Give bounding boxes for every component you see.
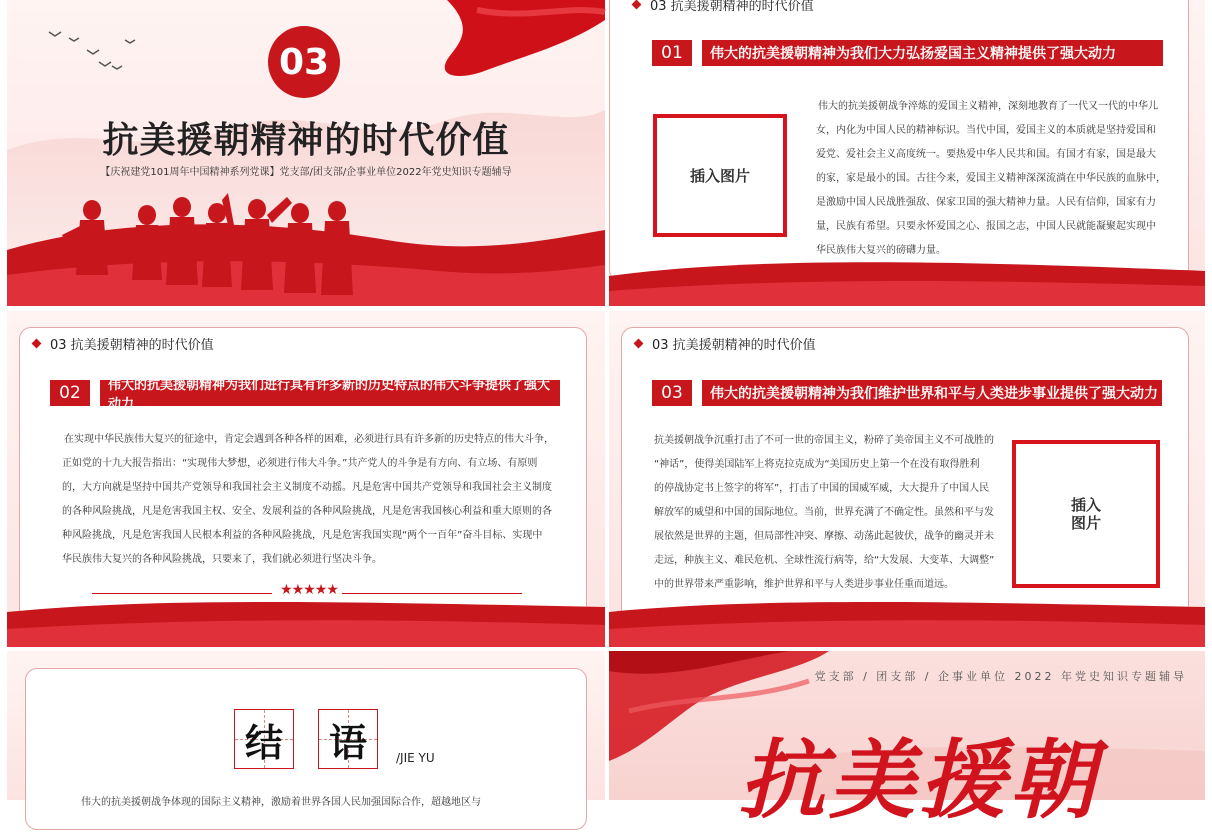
- star-divider: [92, 582, 522, 600]
- conclusion-char: 语: [328, 720, 367, 765]
- image-placeholder-line: 图片: [1070, 514, 1101, 532]
- section-header: [633, 0, 814, 14]
- body-line: 女，内化为中国人民的精神标识。当代中国，爱国主义的本质就是坚持爱国和: [816, 125, 1156, 136]
- body-line: 种风险挑战，凡是危害我国人民根本利益的各种风险挑战，凡是危害我国实现“两个一百年”奋斗目标、实现中: [62, 530, 543, 541]
- slide-2-point-01[interactable]: [609, 0, 1205, 306]
- stars-icon: ★★★★★: [280, 582, 338, 598]
- conclusion-char: 结: [244, 720, 283, 765]
- point-heading: 伟大的抗美援朝精神为我们维护世界和平与人类进步事业提供了强大动力: [702, 380, 1162, 406]
- body-line: 爱党、爱社会主义高度统一。要热爱中华人民共和国。有国才有家，国是最大: [816, 149, 1156, 160]
- point-number: 01: [652, 40, 692, 66]
- ending-top-text: 党支部 / 团支部 / 企事业单位 2022 年党史知识专题辅导: [814, 670, 1187, 683]
- body-line: “神话”，使得美国陆军上将克拉克成为“美国历史上第一个在没有取得胜利: [654, 459, 980, 470]
- ending-calligraphy-title: 抗美援朝: [739, 730, 1099, 831]
- body-line: 抗美援朝战争沉重打击了不可一世的帝国主义，粉碎了美帝国主义不可战胜的: [654, 435, 994, 446]
- body-line: 量，民族有希望。只要永怀爱国之心、报国之志，中国人民就能凝聚起实现中: [816, 221, 1156, 232]
- conclusion-body-text: 伟大的抗美援朝战争体现的国际主义精神，激励着世界各国人民加强国际合作，超越地区与: [81, 797, 481, 808]
- body-line: 正如党的十九大报告指出：“实现伟大梦想，必须进行伟大斗争。”共产党人的斗争是有方向、有立场、有原则: [62, 458, 538, 469]
- body-line: 展依然是世界的主题，但局部性冲突、摩擦、动荡此起彼伏，战争的幽灵并未: [654, 531, 994, 542]
- slide-6-ending[interactable]: [609, 651, 1205, 831]
- slide-4-point-03[interactable]: [609, 311, 1205, 647]
- section-header: [33, 334, 214, 353]
- section-header-label: 03 抗美援朝精神的时代价值: [652, 338, 816, 353]
- conclusion-pinyin: /JIE YU: [396, 751, 435, 765]
- body-line: 的家，家是最小的国。古往今来，爱国主义精神深深流淌在中华民族的血脉中，: [816, 173, 1166, 184]
- body-line: 华民族伟大复兴的各种风险挑战，只要来了，我们就必须进行坚决斗争。: [62, 554, 382, 565]
- diamond-icon: [32, 339, 42, 349]
- section-header: [635, 334, 816, 353]
- image-placeholder-line: 插入: [1070, 496, 1101, 514]
- body-line: 中的世界带来严重影响，维护世界和平与人类进步事业任重而道远。: [654, 579, 954, 590]
- section-number-badge: 03: [268, 26, 340, 98]
- diamond-icon: [634, 339, 644, 349]
- slide-5-conclusion[interactable]: [7, 651, 605, 808]
- body-line: 的停战协定书上签字的将军”，打击了中国的国威军威，大大提升了中国人民: [654, 483, 990, 494]
- section-header-label: 03 抗美援朝精神的时代价值: [50, 338, 214, 353]
- point-number: 02: [50, 380, 90, 406]
- point-body-text: [654, 429, 1009, 597]
- body-line: 是激励中国人民战胜强敌、保家卫国的强大精神力量。人民有信仰，国家有力: [816, 197, 1156, 208]
- point-number: 03: [652, 380, 692, 406]
- slide-3-point-02[interactable]: [7, 311, 605, 647]
- body-line: 的各种风险挑战，凡是危害我国主权、安全、发展利益的各种风险挑战，凡是危害我国核心利益和重大原则的各: [62, 506, 552, 517]
- diamond-icon: [632, 0, 642, 9]
- body-line: 华民族伟大复兴的磅礴力量。: [816, 245, 946, 256]
- point-body-text: [62, 428, 582, 572]
- slide-subtitle: 【庆祝建党101周年中国精神系列党课】党支部/团支部/企事业单位2022年党史知识专题辅导: [100, 167, 512, 178]
- point-body-text: [816, 95, 1176, 263]
- point-heading: 伟大的抗美援朝精神为我们大力弘扬爱国主义精神提供了强大动力: [702, 40, 1163, 66]
- body-line: 在实现中华民族伟大复兴的征途中，肯定会遇到各种各样的困难，必须进行具有许多新的历史特点的伟大斗争，: [64, 434, 554, 445]
- conclusion-char-box: [234, 709, 294, 769]
- section-header-label: 03 抗美援朝精神的时代价值: [650, 0, 814, 14]
- slide-title: 抗美援朝精神的时代价值: [102, 120, 510, 161]
- conclusion-char-box: [318, 709, 378, 769]
- body-line: 走远，种族主义、难民危机、全球性流行病等，给“大发展、大变革、大调整”: [654, 555, 995, 566]
- slide-1-title[interactable]: [7, 0, 605, 306]
- image-placeholder[interactable]: 插入图片: [653, 114, 787, 237]
- image-placeholder[interactable]: [1012, 440, 1160, 588]
- soldiers-silhouette: [62, 195, 362, 305]
- point-heading: 伟大的抗美援朝精神为我们进行具有许多新的历史特点的伟大斗争提供了强大动力: [100, 380, 560, 406]
- body-line: 的，大方向就是坚持中国共产党领导和我国社会主义制度不动摇。凡是危害中国共产党领导和我国社会主义制度: [62, 482, 552, 493]
- body-line: 解放军的威望和中国的国际地位。当前，世界充满了不确定性。虽然和平与发: [654, 507, 994, 518]
- body-line: 伟大的抗美援朝战争淬炼的爱国主义精神，深刻地教育了一代又一代的中华儿: [818, 101, 1158, 112]
